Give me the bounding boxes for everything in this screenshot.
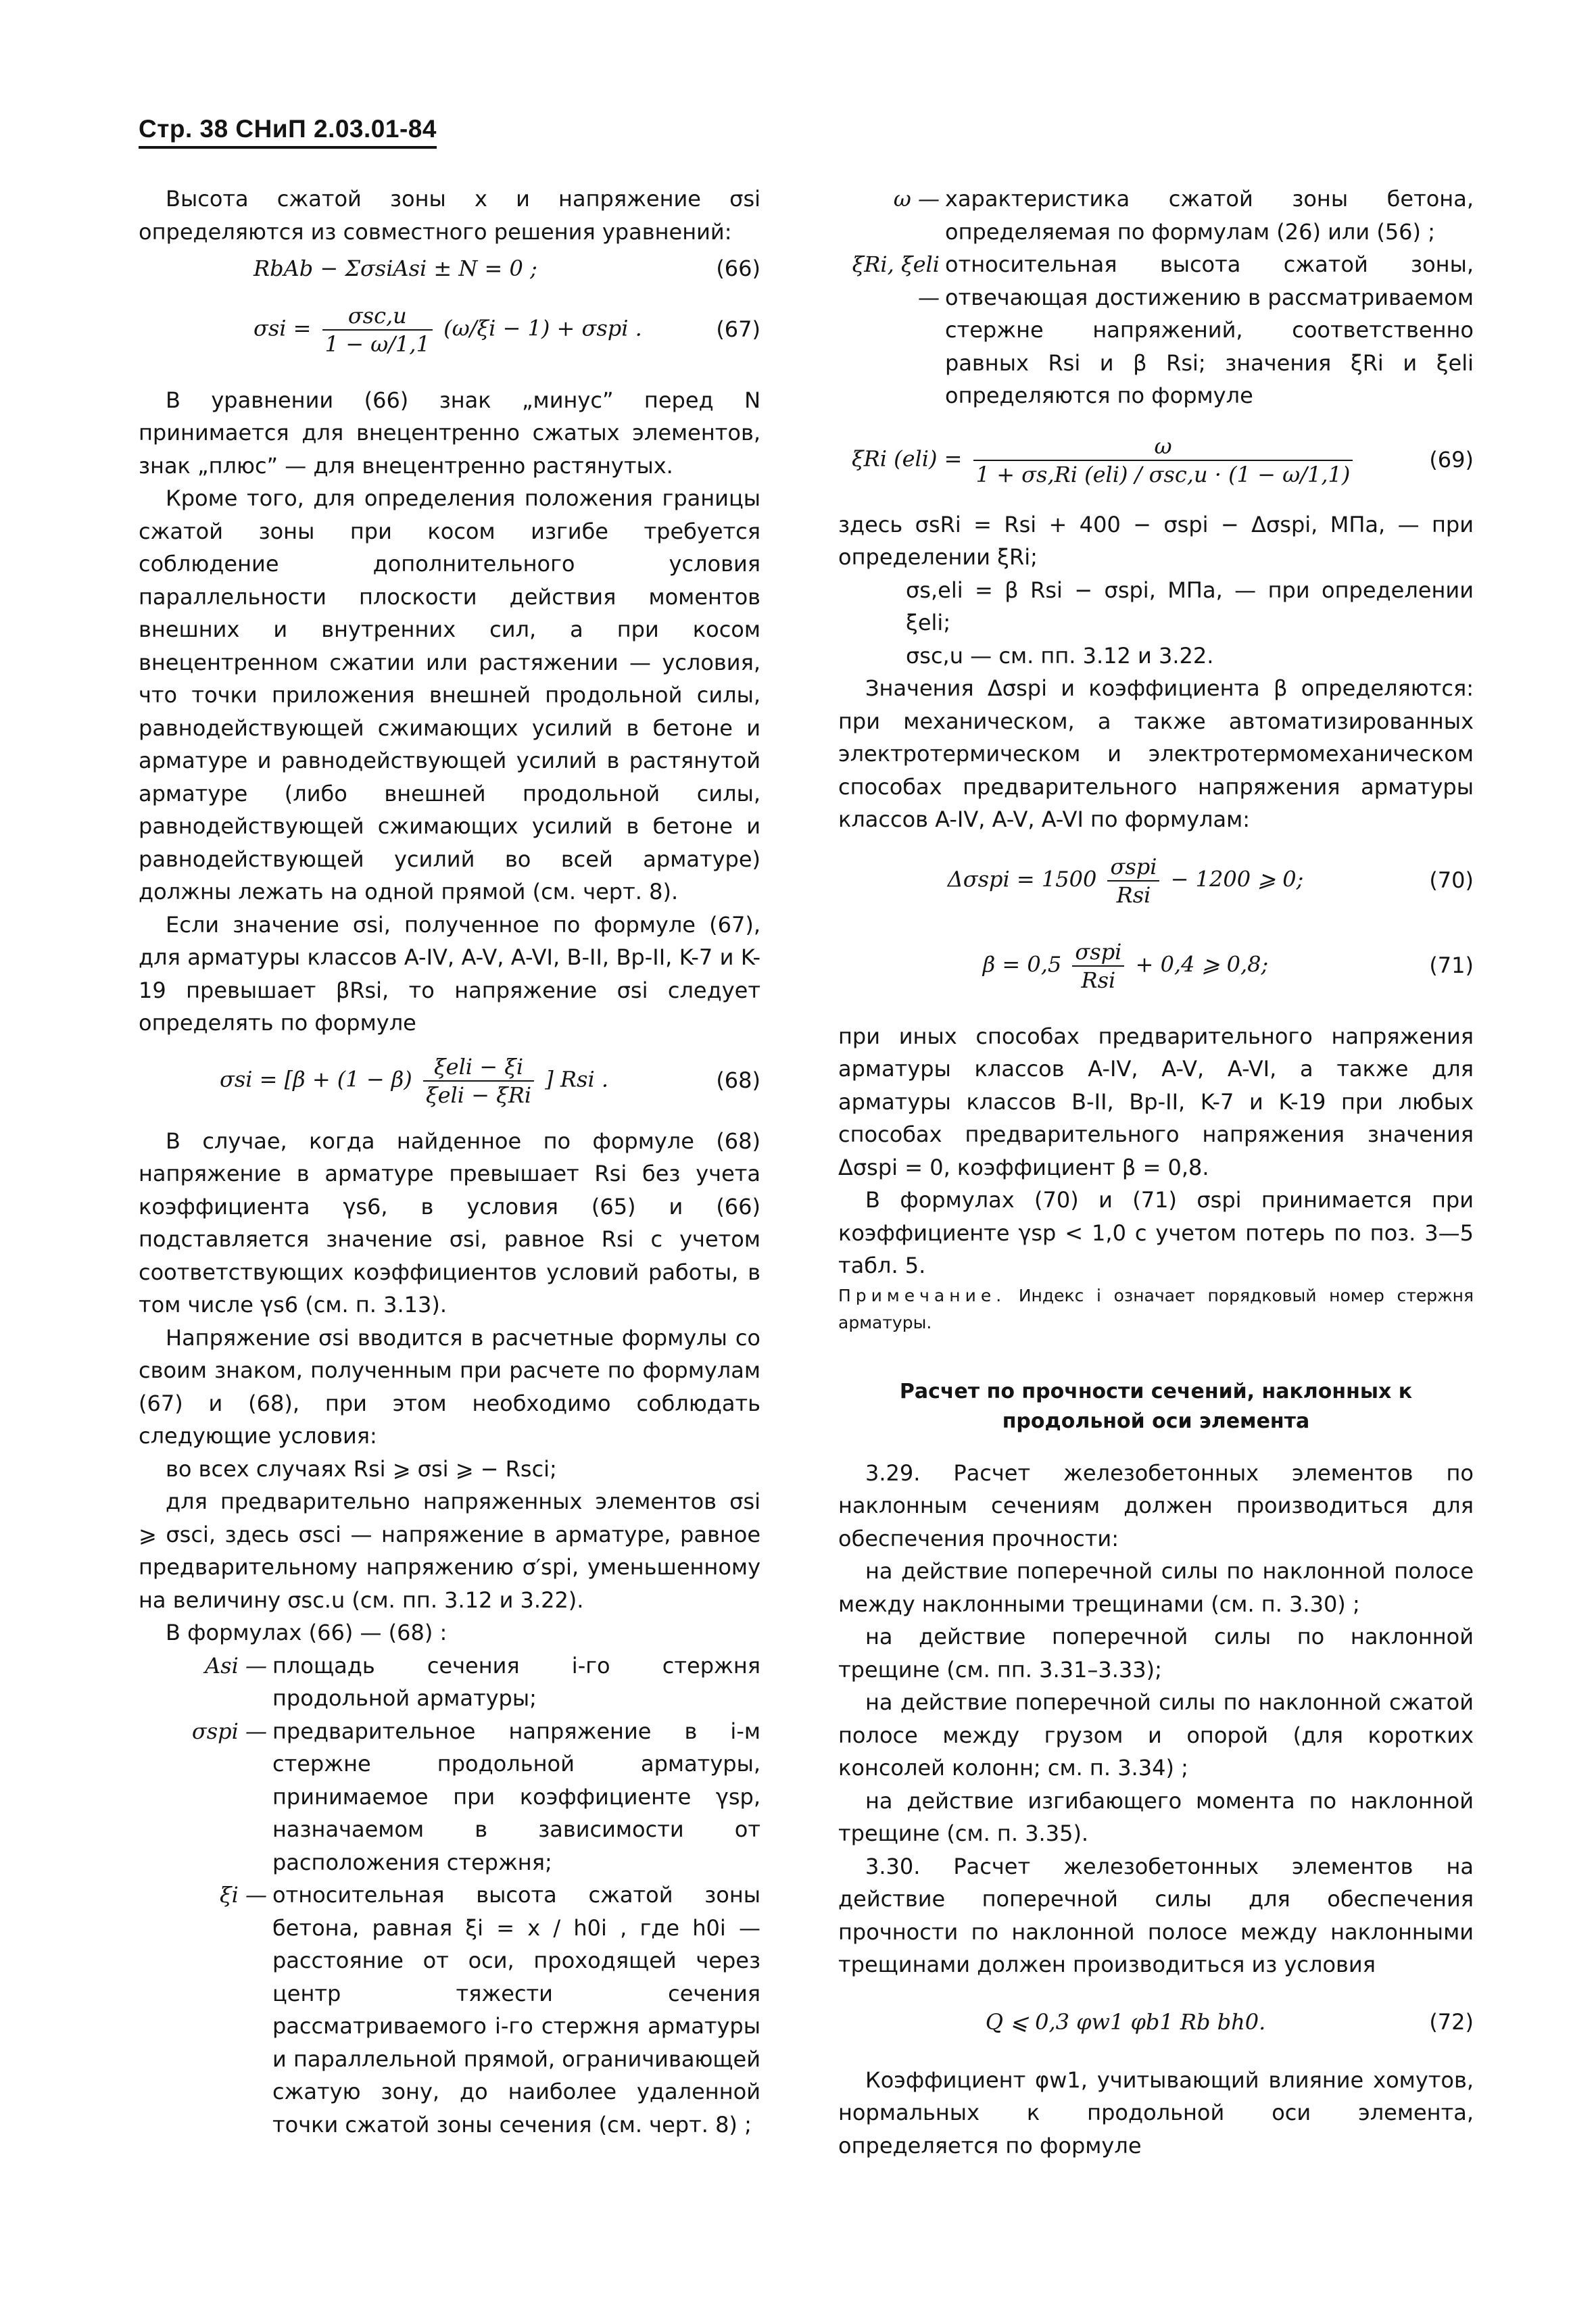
definition-term: ω — xyxy=(893,186,940,212)
equation-70-tail: − 1200 ⩾ 0; xyxy=(1170,866,1304,892)
equation-67-lhs: σsi = xyxy=(253,315,312,341)
note xyxy=(838,1282,1474,1336)
equation-71-tail: + 0,4 ⩾ 0,8; xyxy=(1135,951,1269,977)
clause-3-30: 3.30. Расчет железобетонных элементов на действие поперечной силы для обеспечения прочности по наклонной полосе между наклонными трещинами должен производиться из условия xyxy=(838,1853,1474,1977)
equation-67-formula xyxy=(139,302,700,358)
here-line: здесь σsRi = Rsi + 400 − σspi − Δσspi, МПа, — при определении ξRi; xyxy=(838,511,1474,570)
equation-69-fraction xyxy=(973,433,1353,488)
equation-70 xyxy=(838,840,1474,921)
equation-67-tail: + σspi . xyxy=(556,315,642,341)
equation-70-formula xyxy=(838,853,1413,909)
equation-71-denominator: Rsi xyxy=(1081,967,1116,993)
definition-text: относительная высота сжатой зоны бетона, равная ξi = x / h0i , где h0i — расстояние от оси, проходящей через центр тяжести сечения рассматриваемого i-го стержня арматуры и параллельной прямой, ограничивающей сжатую зону, до наиболее удаленной точки сжатой зоны сечения (см. черт. 8) ; xyxy=(272,1882,760,2138)
definition-item xyxy=(139,1879,760,2141)
equation-66 xyxy=(139,252,760,285)
clause-3-29-item: на действие изгибающего момента по наклонной трещине (см. п. 3.35). xyxy=(838,1787,1474,1846)
equation-67-fraction xyxy=(322,302,433,358)
equation-71-numerator: σspi xyxy=(1072,938,1124,967)
stress-paragraph: Напряжение σsi вводится в расчетные формулы со своим знаком, полученным при расчете по формулам (67) и (68), при этом необходимо соблюдать следующие условия: xyxy=(139,1324,760,1449)
definition-text: площадь сечения i-го стержня продольной арматуры; xyxy=(272,1652,760,1711)
clause-3-29-item: на действие поперечной силы по наклонной трещине (см. пп. 3.31–3.33); xyxy=(838,1624,1474,1683)
left-column xyxy=(139,183,760,2141)
equation-68-tail: ] Rsi . xyxy=(545,1066,609,1092)
equation-66-number: (66) xyxy=(716,256,760,281)
case-paragraph: В случае, когда найденное по формуле (68) напряжение в арматуре превышает Rsi без учета коэффициента γs6, в условия (65) и (66) подставляется значение σsi, равное Rsi с учетом соответствующих коэффициентов условий работы, в том числе γs6 (см. п. 3.13). xyxy=(139,1128,760,1318)
equation-69-denominator: 1 + σs,Ri (eli) / σsc,u · (1 − ω/1,1) xyxy=(975,461,1351,487)
equation-68-denominator: ξeli − ξRi xyxy=(425,1082,532,1108)
definition-term: ξRi, ξeli — xyxy=(852,251,940,310)
equation-70-numerator: σspi xyxy=(1107,853,1159,882)
equation-71-fraction xyxy=(1072,938,1124,994)
equation-71-lhs: β = 0,5 xyxy=(982,951,1062,977)
equation-69-formula xyxy=(838,433,1413,488)
equation-70-fraction xyxy=(1107,853,1159,909)
equation-68 xyxy=(139,1044,760,1118)
definition-text: относительная высота сжатой зоны, отвечающая достижению в рассматриваемом стержне напряжений, соответственно равных Rsi и β Rsi; значения ξRi и ξeli определяются по формуле xyxy=(945,251,1474,408)
equation-67-denominator: 1 − ω/1,1 xyxy=(324,331,430,357)
equation-68-formula xyxy=(139,1053,700,1109)
coefficient-paragraph: Коэффициент φw1, учитывающий влияние хомутов, нормальных к продольной оси элемента, определяется по формуле xyxy=(838,2067,1474,2158)
equation-67-number: (67) xyxy=(716,316,760,343)
here-line: σsc,u — см. пп. 3.12 и 3.22. xyxy=(906,642,1214,669)
equation-69-numerator: ω xyxy=(973,433,1353,461)
clause-3-29-item: на действие поперечной силы по наклонной полосе между наклонными трещинами (см. п. 3.30) ; xyxy=(838,1558,1474,1617)
equation-68-lhs: σsi = xyxy=(220,1066,278,1092)
equation-67 xyxy=(139,289,760,370)
note-text: Индекс i означает порядковый номер стержня арматуры. xyxy=(838,1285,1474,1332)
formulas-70-71-paragraph: В формулах (70) и (71) σspi принимается при коэффициенте γsp < 1,0 с учетом потерь по поз. 3—5 табл. 5. xyxy=(838,1187,1474,1278)
prestressed-paragraph: для предварительно напряженных элементов σsi ⩾ σsci, здесь σsci — напряжение в арматуре, равное предварительному напряжению σ′spi, уменьшенному на величину σsc.u (см. пп. 3.12 и 3.22). xyxy=(139,1489,760,1613)
values-paragraph: Значения Δσspi и коэффициента β определяются: при механическом, а также автоматизированных электротермическом и электротермомеханическом способах предварительного напряжения арматуры классов A-IV, A-V, A-VI по формулам: xyxy=(838,675,1474,832)
here-line: σs,eli = β Rsi − σspi, МПа, — при определении ξeli; xyxy=(906,577,1474,635)
equation-67-numerator: σsc,u xyxy=(322,302,433,331)
equation-72-number: (72) xyxy=(1429,2009,1474,2035)
equation-68-body: [β + (1 − β) xyxy=(284,1066,412,1092)
equation-72 xyxy=(838,1985,1474,2060)
all-cases-paragraph: во всех случаях Rsi ⩾ σsi ⩾ − Rsci; xyxy=(166,1455,557,1482)
section-title: Расчет по прочности сечений, наклонных к продольной оси элемента xyxy=(899,1379,1413,1433)
definition-term: Asi — xyxy=(205,1652,267,1679)
equation-71-number: (71) xyxy=(1429,952,1474,979)
other-methods-paragraph: при иных способах предварительного напряжения арматуры классов A-IV, A-V, A-VI, а также для арматуры классов B-II, Bp-II, K-7 и K-19 при любых способах предварительного напряжения значения Δσspi = 0, коэффициент β = 0,8. xyxy=(838,1023,1474,1180)
equation-68-fraction xyxy=(423,1053,534,1109)
equation-67-paren: (ω/ξi − 1) xyxy=(443,315,550,341)
definition-item xyxy=(838,183,1474,248)
equation-68-numerator: ξeli − ξi xyxy=(423,1053,534,1082)
equation-70-number: (70) xyxy=(1429,867,1474,894)
clause-3-29: 3.29. Расчет железобетонных элементов по наклонным сечениям должен производиться для обеспечения прочности: xyxy=(838,1459,1474,1551)
equation-69-number: (69) xyxy=(1429,447,1474,473)
intro-paragraph: Высота сжатой зоны x и напряжение σsi определяются из совместного решения уравнений: xyxy=(139,186,760,245)
equation-70-denominator: Rsi xyxy=(1116,882,1151,908)
equation-68-number: (68) xyxy=(716,1067,760,1094)
clause-3-29-item: на действие поперечной силы по наклонной сжатой полосе между грузом и опорой (для коротких консолей колонн; см. п. 3.34) ; xyxy=(838,1689,1474,1781)
note-label: Примечание. xyxy=(838,1285,1007,1305)
equation-71-formula xyxy=(838,938,1413,994)
in-formulas-paragraph: В формулах (66) — (68) : xyxy=(166,1620,448,1645)
definition-item xyxy=(139,1649,760,1715)
definition-text: предварительное напряжение в i-м стержне продольной арматуры, принимаемое при коэффициенте γsp, назначаемом в зависимости от расположения стержня; xyxy=(272,1718,760,1875)
equation-69 xyxy=(838,416,1474,504)
sign-paragraph: В уравнении (66) знак „минус” перед N принимается для внецентренно сжатых элементов, знак „плюс” — для внецентренно растянутых. xyxy=(139,387,760,479)
right-column xyxy=(838,183,1474,2162)
equation-69-lhs: ξRi (eli) = xyxy=(852,445,963,471)
page-header: Стр. 38 СНиП 2.03.01-84 xyxy=(139,115,437,149)
definition-term: σspi — xyxy=(191,1718,267,1744)
definition-item xyxy=(838,248,1474,412)
equation-71 xyxy=(838,925,1474,1007)
oblique-paragraph: Кроме того, для определения положения границы сжатой зоны при косом изгибе требуется соблюдение дополнительного условия параллельности плоскости действия моментов внешних и внутренних сил, а при косом внецентренном сжатии или растяжении — условия, что точки приложения внешней продольной силы, равнодействующей сжимающих усилий в бетоне и арматуре и равнодействующей усилий в растянутой арматуре (либо внешней продольной силы, равнодействующей сжимающих усилий в бетоне и равнодействующей усилий во всей арматуре) должны лежать на одной прямой (см. черт. 8). xyxy=(139,485,760,904)
equation-66-formula: RbAb − ΣσsiAsi ± N = 0 ; xyxy=(253,256,537,281)
equation-70-lhs: Δσspi = 1500 xyxy=(947,866,1097,892)
equation-72-formula: Q ⩽ 0,3 φw1 φb1 Rb bh0. xyxy=(985,2009,1266,2035)
definition-item xyxy=(139,1715,760,1879)
definition-term: ξi — xyxy=(219,1882,267,1908)
definition-text: характеристика сжатой зоны бетона, определяемая по формулам (26) или (56) ; xyxy=(945,186,1474,245)
if-value-paragraph: Если значение σsi, полученное по формуле (67), для арматуры классов A-IV, A-V, A-VI, B-II, Bp-II, K-7 и K-19 превышает βRsi, то напряжение σsi следует определять по формуле xyxy=(139,911,760,1036)
